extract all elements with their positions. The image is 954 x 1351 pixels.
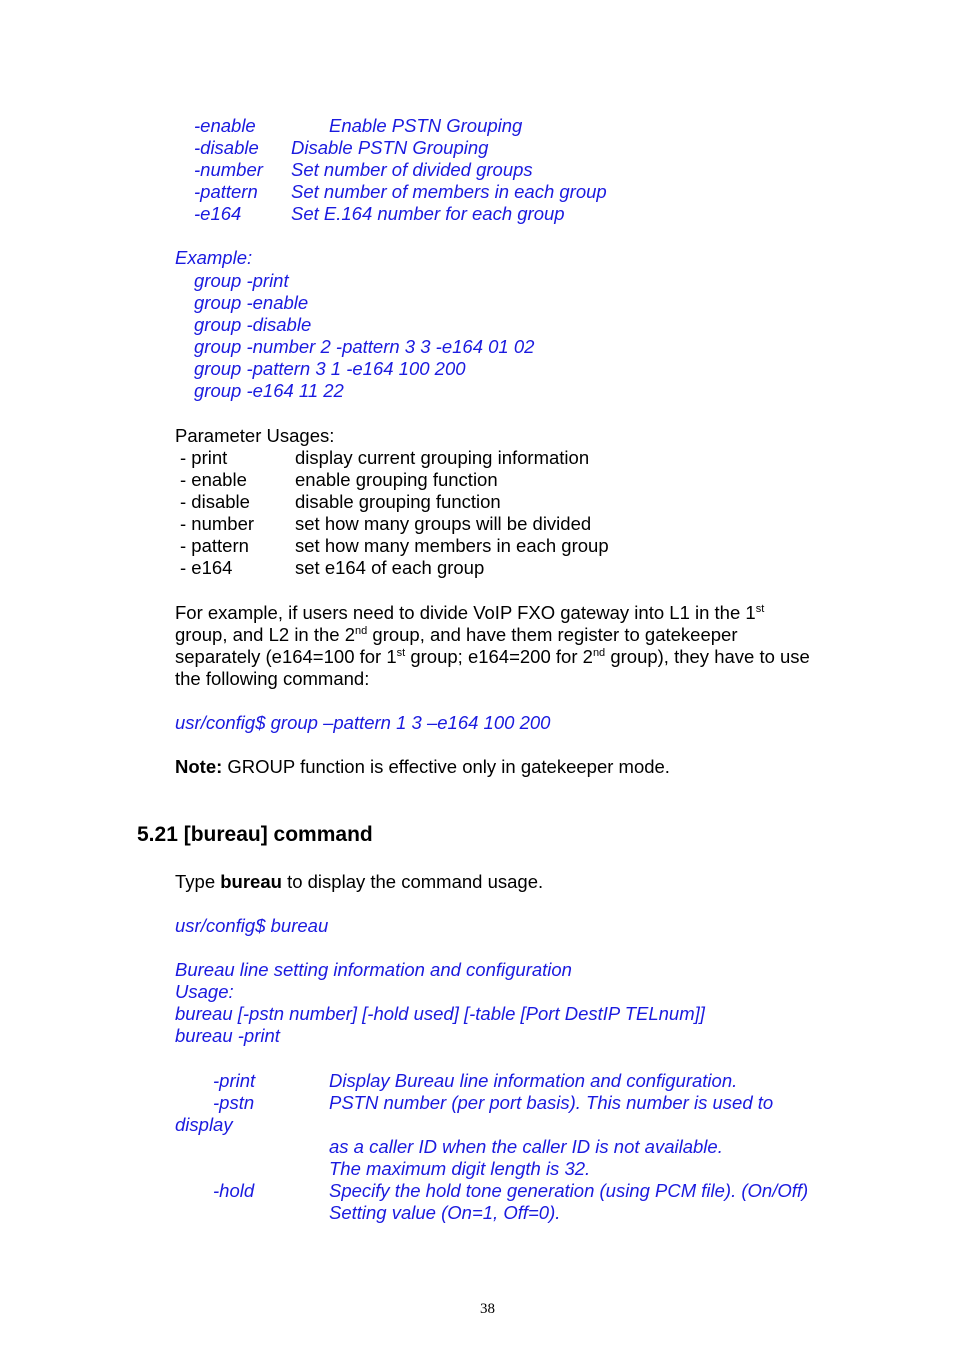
- params-title: Parameter Usages:: [175, 425, 335, 446]
- bureau-usage-line: bureau [-pstn number] [-hold used] [-table [Port DestIP TELnum]]: [175, 1003, 705, 1024]
- paragraph-line-1: For example, if users need to divide VoIP FXO gateway into L1 in the 1st: [175, 602, 765, 623]
- note-text: GROUP function is effective only in gatekeeper mode.: [222, 756, 670, 777]
- page-number: 38: [480, 1301, 495, 1317]
- param-name: - disable: [180, 491, 250, 512]
- bureau-flag-pstn: -pstn: [213, 1092, 255, 1113]
- param-name: - enable: [180, 469, 247, 490]
- bureau-desc-pstn-wrap: display: [175, 1114, 233, 1135]
- bureau-command: usr/config$ bureau: [175, 915, 329, 936]
- param-desc: set e164 of each group: [295, 557, 485, 578]
- example-line: group -enable: [194, 292, 309, 313]
- bureau-desc-hold: Specify the hold tone generation (using PCM file). (On/Off): [329, 1180, 809, 1201]
- option-desc-number: Set number of divided groups: [291, 159, 533, 180]
- example-line: group -e164 11 22: [194, 380, 344, 401]
- param-desc: set how many members in each group: [295, 535, 609, 556]
- group-command: usr/config$ group –pattern 1 3 –e164 100 200: [175, 712, 551, 733]
- param-name: - print: [180, 447, 228, 468]
- paragraph-line-3: separately (e164=100 for 1st group; e164=200 for 2nd group), they have to use: [175, 646, 810, 667]
- option-flag-disable: -disable: [194, 137, 259, 158]
- bureau-flag-hold: -hold: [213, 1180, 255, 1201]
- bureau-usage-line: Usage:: [175, 981, 234, 1002]
- param-desc: enable grouping function: [295, 469, 498, 490]
- example-line: group -disable: [194, 314, 312, 335]
- type-instruction: Type bureau to display the command usage.: [175, 871, 544, 892]
- bureau-desc-hold-2: Setting value (On=1, Off=0).: [329, 1202, 561, 1223]
- bureau-desc-pstn-2: as a caller ID when the caller ID is not available.: [329, 1136, 723, 1157]
- param-name: - number: [180, 513, 255, 534]
- example-line: group -print: [194, 270, 289, 291]
- param-name: - pattern: [180, 535, 249, 556]
- note-label: Note:: [175, 756, 223, 777]
- example-label: Example:: [175, 247, 253, 268]
- option-flag-enable: -enable: [194, 115, 256, 136]
- param-desc: set how many groups will be divided: [295, 513, 592, 534]
- example-line: group -pattern 3 1 -e164 100 200: [194, 358, 466, 379]
- section-heading: 5.21 [bureau] command: [137, 823, 373, 846]
- note: [175, 756, 670, 778]
- param-desc: display current grouping information: [295, 447, 590, 468]
- example-line: group -number 2 -pattern 3 3 -e164 01 02: [194, 336, 535, 357]
- param-desc: disable grouping function: [295, 491, 501, 512]
- option-flag-e164: -e164: [194, 203, 242, 224]
- bureau-usage-line: Bureau line setting information and configuration: [175, 959, 572, 980]
- option-desc-disable: Disable PSTN Grouping: [291, 137, 489, 158]
- option-desc-e164: Set E.164 number for each group: [291, 203, 565, 224]
- option-desc-enable: Enable PSTN Grouping: [329, 115, 523, 136]
- option-flag-pattern: -pattern: [194, 181, 258, 202]
- bureau-desc-pstn: PSTN number (per port basis). This number is used to: [329, 1092, 774, 1113]
- bureau-flag-print: -print: [213, 1070, 256, 1091]
- paragraph-line-2: group, and L2 in the 2nd group, and have them register to gatekeeper: [175, 624, 738, 645]
- option-flag-number: -number: [194, 159, 263, 180]
- paragraph-line-4: the following command:: [175, 668, 370, 689]
- bureau-desc-pstn-3: The maximum digit length is 32.: [329, 1158, 591, 1179]
- param-name: - e164: [180, 557, 233, 578]
- bureau-desc-print: Display Bureau line information and configuration.: [329, 1070, 738, 1091]
- option-desc-pattern: Set number of members in each group: [291, 181, 607, 202]
- bureau-usage-line: bureau -print: [175, 1025, 280, 1046]
